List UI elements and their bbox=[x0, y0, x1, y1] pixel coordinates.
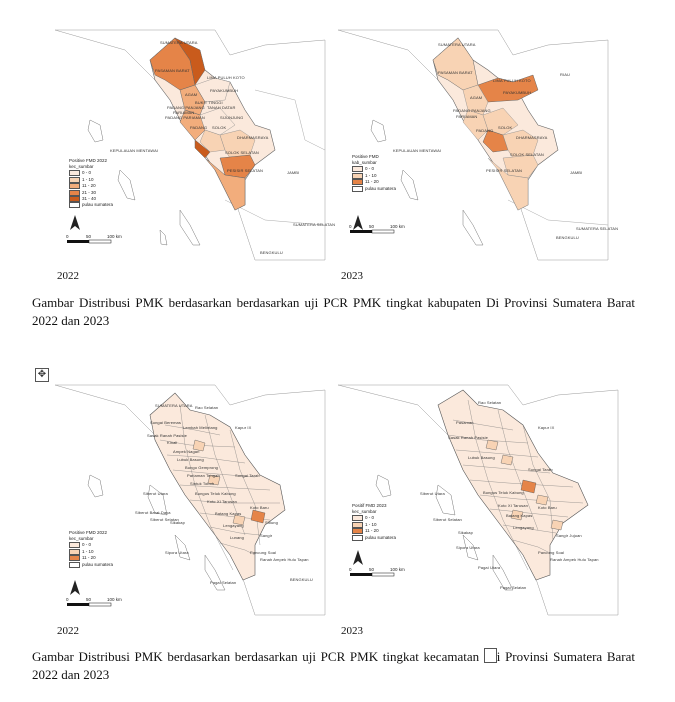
label: PADANG bbox=[190, 125, 208, 130]
label: Pasaman bbox=[456, 420, 474, 425]
label: Sungai Beremas bbox=[150, 420, 181, 425]
label: Bungus Teluk Kabung bbox=[483, 490, 524, 495]
legend-row: 11 - 20 bbox=[69, 183, 113, 189]
label: SOLOK bbox=[498, 125, 513, 130]
label: JAMBI bbox=[570, 170, 583, 175]
label: Ranah Ampek Hulu Tapan bbox=[260, 557, 309, 562]
year-label-kabupaten-2022: 2022 bbox=[57, 270, 79, 282]
label: Pagai Selatan bbox=[210, 580, 237, 585]
legend-row: 0 - 0 bbox=[69, 170, 113, 176]
legend-row: pulau sumatera bbox=[352, 186, 396, 192]
label: Rao Selatan bbox=[195, 405, 219, 410]
label: PADANG PARIAMAN bbox=[165, 115, 205, 120]
label: DHARMASRAYA bbox=[516, 135, 548, 140]
legend-kecamatan-2023 bbox=[352, 503, 396, 541]
legend-kabupaten-2022 bbox=[69, 158, 113, 209]
label: PADANG bbox=[476, 128, 494, 133]
label: Lengayang bbox=[223, 523, 244, 528]
label: Siberut Selatan bbox=[150, 517, 179, 522]
label: TANAH DATAR bbox=[207, 105, 236, 110]
label: Lembah Melintang bbox=[183, 425, 218, 430]
label: PADANG PANJANG bbox=[167, 105, 205, 110]
label: PAYAKUMBUH bbox=[210, 88, 239, 93]
label: Bungo Gemprong bbox=[185, 465, 218, 470]
label: Batang Kapas bbox=[506, 513, 533, 518]
scale-end: 100 km bbox=[390, 224, 405, 229]
label: Sasak Ranah Pasisie bbox=[147, 433, 187, 438]
north-arrow-icon bbox=[353, 550, 363, 565]
label: SUMATERA SELATAN bbox=[293, 222, 336, 227]
label: Kinali bbox=[167, 440, 178, 445]
scale-end: 100 km bbox=[107, 597, 122, 602]
map-kabupaten-2023 bbox=[338, 30, 619, 260]
label: Kapur IX bbox=[235, 425, 252, 430]
north-arrow-icon bbox=[70, 215, 80, 230]
label: Sipora Utara bbox=[165, 550, 189, 555]
legend-row: 0 - 0 bbox=[352, 515, 396, 521]
label: PARIAMAN bbox=[456, 114, 478, 119]
legend-row: 31 - 40 bbox=[69, 196, 113, 202]
label: SUMATERA UTARA bbox=[155, 403, 193, 408]
scale-mid: 50 bbox=[86, 597, 92, 602]
label: BENGKULU bbox=[290, 577, 313, 582]
legend-row: 1 - 10 bbox=[69, 177, 113, 183]
label: PESISIR SELATAN bbox=[486, 168, 523, 173]
label: Sipora Utara bbox=[456, 545, 480, 550]
label: BUKIT TINGGI bbox=[195, 100, 223, 105]
label: Sangir bbox=[260, 533, 273, 538]
label: PARIAMAN bbox=[173, 110, 195, 115]
label: Kapur IX bbox=[538, 425, 555, 430]
label: Sasak Ranah Pasisie bbox=[448, 435, 488, 440]
label: SUMATERA UTARA bbox=[438, 42, 476, 47]
legend-title: Positive FMD 2022 bbox=[69, 530, 108, 535]
legend-row: 1 - 10 bbox=[69, 549, 113, 555]
label: Siberut Utara bbox=[420, 491, 445, 496]
label: KEPULAUAN MENTAWAI bbox=[393, 148, 442, 153]
scale-mid: 50 bbox=[369, 224, 375, 229]
caption-kecamatan-text-2: i Provinsi Sumatera Barat 2022 dan 2023 bbox=[32, 649, 636, 682]
label: SUMATERA UTARA bbox=[160, 40, 198, 45]
legend-row: pulau sumatera bbox=[352, 535, 396, 541]
legend-subtitle: kab_sumbar bbox=[352, 160, 377, 166]
north-arrow-icon bbox=[353, 215, 363, 230]
label: Ranah Ampek Hulu Tapan bbox=[550, 557, 599, 562]
scale-zero: 0 bbox=[349, 224, 352, 229]
legend-title: Positive FMD bbox=[352, 154, 379, 159]
map-kabupaten-2023-svg bbox=[338, 30, 608, 260]
label: Lubuk Basung bbox=[177, 457, 204, 462]
legend-row: 11 - 20 bbox=[69, 555, 113, 561]
label: SOLOK SELATAN bbox=[510, 152, 544, 157]
map-kabupaten-2022 bbox=[55, 30, 336, 260]
legend-kecamatan-2022 bbox=[69, 530, 113, 568]
move-handle-icon[interactable]: ✥ bbox=[35, 368, 49, 382]
label: Koto XI Tarusan bbox=[498, 503, 528, 508]
missing-glyph-box bbox=[484, 648, 497, 663]
label: Sungai Tarab bbox=[528, 467, 553, 472]
scale-zero: 0 bbox=[66, 234, 69, 239]
legend-subtitle: kec_sumbar bbox=[69, 536, 94, 542]
year-label-kecamatan-2023: 2023 bbox=[341, 625, 363, 637]
label: Pagai Selatan bbox=[500, 585, 527, 590]
scale-end: 100 km bbox=[390, 567, 405, 572]
label: Sikakap bbox=[458, 530, 473, 535]
caption-kabupaten bbox=[32, 294, 635, 330]
label: PAYAKUMBUH bbox=[503, 90, 532, 95]
label: Lunang bbox=[230, 535, 244, 540]
caption-kecamatan bbox=[32, 648, 635, 684]
label: SOLOK bbox=[212, 125, 227, 130]
label: AGAM bbox=[470, 95, 483, 100]
label: Sangir Jujuan bbox=[556, 533, 582, 538]
label: SOLOK SELATAN bbox=[225, 150, 259, 155]
year-label-kecamatan-2022: 2022 bbox=[57, 625, 79, 637]
legend-row: 21 - 30 bbox=[69, 190, 113, 196]
label: PASAMAN BARAT bbox=[155, 68, 190, 73]
label: Sungai Tarab bbox=[235, 473, 260, 478]
caption-kabupaten-text: Gambar Distribusi PMK berdasarkan berdasarkan uji PCR PMK tingkat kabupaten Di Provinsi Sumatera Barat 2022 dan 2023 bbox=[32, 295, 635, 328]
label: DHARMASRAYA bbox=[237, 135, 269, 140]
label: Siberut Utara bbox=[143, 491, 168, 496]
label: Pancung Soal bbox=[538, 550, 565, 555]
label: BENGKULU bbox=[260, 250, 283, 255]
label: SUMATERA SELATAN bbox=[576, 226, 619, 231]
scale-mid: 50 bbox=[86, 234, 92, 239]
legend-title: Positive FMD 2022 bbox=[69, 158, 108, 163]
year-label-kabupaten-2023: 2023 bbox=[341, 270, 363, 282]
label: PESISIR SELATAN bbox=[227, 168, 264, 173]
label: Koto Baru bbox=[250, 505, 269, 510]
label: Lengayang bbox=[513, 525, 534, 530]
scale-zero: 0 bbox=[349, 567, 352, 572]
label: Koto Baru bbox=[538, 505, 557, 510]
map-kecamatan-2023-svg bbox=[338, 385, 618, 615]
legend-kabupaten-2023 bbox=[352, 154, 396, 192]
label: Lubuk Basung bbox=[468, 455, 495, 460]
label: Sintuk Toboh bbox=[190, 481, 215, 486]
scale-mid: 50 bbox=[369, 567, 375, 572]
legend-row: 0 - 0 bbox=[69, 542, 113, 548]
label: PADANG PANJANG bbox=[453, 108, 491, 113]
label: KEPULAUAN MENTAWAI bbox=[110, 148, 159, 153]
legend-row: 1 - 10 bbox=[352, 173, 396, 179]
label: BENGKULU bbox=[556, 235, 579, 240]
label: LIMA PULUH KOTO bbox=[207, 75, 245, 80]
label: PASAMAN BARAT bbox=[438, 70, 473, 75]
legend-title: Positif FMD 2023 bbox=[352, 503, 387, 508]
legend-row: 0 - 0 bbox=[352, 166, 396, 172]
label: Pariaman Tengah bbox=[187, 473, 220, 478]
scale-end: 100 km bbox=[107, 234, 122, 239]
map-kecamatan-2022 bbox=[55, 385, 325, 615]
legend-row: 11 - 20 bbox=[352, 528, 396, 534]
legend-row: 1 - 10 bbox=[352, 522, 396, 528]
label: AGAM bbox=[185, 92, 198, 97]
north-arrow-icon bbox=[70, 580, 80, 595]
legend-subtitle: kec_sumbar bbox=[352, 509, 377, 515]
scale-zero: 0 bbox=[66, 597, 69, 602]
label: Koto XI Tarusan bbox=[207, 499, 237, 504]
label: Pancung Soal bbox=[250, 550, 277, 555]
label: Sitiung bbox=[265, 520, 278, 525]
label: Siberut Selatan bbox=[433, 517, 462, 522]
legend-subtitle: kec_sumbar bbox=[69, 164, 94, 170]
label: RIAU bbox=[560, 72, 570, 77]
label: Ampek Nagari bbox=[173, 449, 200, 454]
legend-row: 11 - 20 bbox=[352, 179, 396, 185]
map-kecamatan-2023 bbox=[338, 385, 618, 615]
label: Rao Selatan bbox=[478, 400, 502, 405]
label: Siberut Barat Daya bbox=[135, 510, 171, 515]
label: Pagai Utara bbox=[478, 565, 501, 570]
label: LIMA PULUH KOTO bbox=[493, 78, 531, 83]
legend-row: pulau sumatera bbox=[69, 202, 113, 208]
label: JAMBI bbox=[287, 170, 300, 175]
legend-row: pulau sumatera bbox=[69, 562, 113, 568]
map-kabupaten-2022-svg bbox=[55, 30, 325, 260]
map-kecamatan-2022-svg bbox=[55, 385, 325, 615]
caption-kecamatan-text-1: Gambar Distribusi PMK berdasarkan berdasarkan uji PCR PMK tingkat kecamatan bbox=[32, 649, 480, 664]
label: Bungus Teluk Kabung bbox=[195, 491, 236, 496]
label: Sikakap bbox=[170, 520, 185, 525]
label: SIJUNJUNG bbox=[220, 115, 244, 120]
label: Batang Kapas bbox=[215, 511, 242, 516]
